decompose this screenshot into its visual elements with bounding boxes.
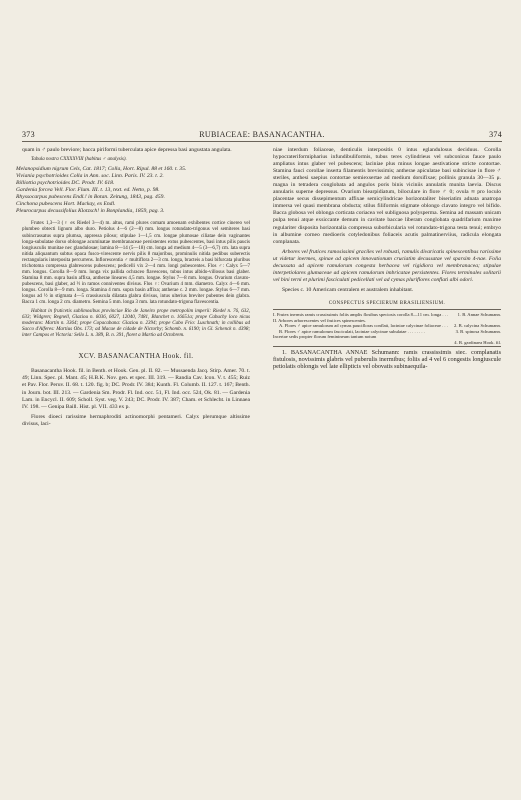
conspectus-row: Incertae sedis propter florum feminineum tantum notum [273,334,377,340]
species-description: Frutex 1,3—3 (♀ ex Riedel 3—4) m. altus, rami plures comam amoenam exhibentes cortice cinereo vel plumbeo obtecti lignum albo duro. Petiolus 4—6 (2—8) mm. longus rotundato-trigonus vel semiteres basi subincrassatus supra plumsa, appressa piloso; stipulae 1—1,5 cm. longae plumosae ciliatae dein vaginantes longa-subulatae dorso oblongae acuminatae membranaceae persistentes extus pubescentes, basi intus pilis paucis longiusculis munitae nec glandulosae; lamina 8—14 (5—18) cm. longa ad medium 4—5 (3—6,7) cm. lata supra nitida aliquantum subtus opaca fusco-virescente nervis pilis 8 majoribus, prominulis nitida pedibus suberectis rectangularis interposita percurrens. Inflorescentia ♂ multiflora 2—3 cm. longa, bracteis a basi bifurcata pluribus trichotoma compressa glabrescens pubescens; pedicelli vix 2—4 mm. longi pubescentes. Flos ♂: Calyx 5—7 mm. longus. Corolla 8—9 mm. longa vix pallida ochraceo flavescens, tubus intus albido-villosus basi glaber. Stamina 8 mm. supra basin affixa, antherae lineares 4,5 mm. longae. Stylus 7—8 mm. longus. Ovarium clavato-pubescens, basi glaber, ad ½ in ramos conniventes divisus. Flos ♀: Ovarium 4 mm. diametro. Calyx 4—6 mm. longus. Corolla 8—9 mm. longa. Stamina 4 mm. supra basin affixa; antherae c. 2 mm. longae. Stylus 6—7 mm. longus ad ½ in stigmata 4—5 crassiuscula dilatata glabra divisus, intus ulterius breviter pubentes dein glabra. Bacca 1 cm. longa 2 cm. diametro. Semina 5 mm. longa 3 mm. lata rotundato-trigona flavescentia. [22,221,250,306]
synonym-1: Melanopsidium nigrum Cels, Cat. 1817; Colla, Hort. Ripul. 88 et 160. t. 35. [16,166,187,173]
synonym-2: Viviania psychotrioides Colla in Ann. soc. Linn. Paris. IV. 23. t. 2. [16,173,164,180]
synonym-6: Cinchona pubescens Hort. Mackay, ex Endl. [16,201,116,208]
page-header [22,130,502,140]
conspectus-row: 4. B. gardinaea Hook. fil. [454,339,501,345]
genus-synonymy: Basanacantha Hook. fil. in Benth. et Hook. Gen. pl. II. 82. — Mussaenda Jacq. Stirp. Amer. 70. t. 49; Linn. Spec. pl. Mant. 45; H.B.K. Nov. gen. et spec. III. 319. — Randia Cav. Icon. V. t. 455; Ruiz et Pav. Flor. Peruv. II. 68. t. 120. fig. b; DC. Prodr. IV. 384; Kunth. Fl. Columb. II. 127. t. 167; Benth. in Journ. bot. III. 213. — Gardenia Sm. Prodr. Fl. Ind. occ. 51, Fl. Ind. occ. 524, Ok. 81. — Gardenia Lam. in Encycl. II. 609; Scholl. Syst. veg. V. 243; DC. Prodr. IV. 387; Cham. et Schlecht. in Linnaea IV. 198. — Genipa Baill. Hist. pl. VII. 433 ex p. [22,368,250,410]
header-rule [22,141,502,142]
conspectus-row: B. Flores ♂ apice ramulorum fasciculati, laciniae calycinae subulatae . . . . . . . . 3. B. spinosa Schumann. [279,328,501,334]
conspectus-row: I. Frutex inermis ramis crassissimis foliis amplis flosibus speciosis corolla 8—11 cm. longa . . . 1. B. Annae Schumann. [273,311,501,317]
synonym-7: Pleurocarpus decussifolius Klotzsch! in Bonplandia, 1859, pag. 3. [16,208,165,215]
continuation-paragraph: quam in ♂ paulo breviore; bacca piriformi tuberculata apice depressa basi angustata angulata. [22,147,232,153]
page-number-left: 373 [22,130,35,139]
conspectus-row: A. Flores ♂ apice ramulorum ad cymas paucifloras conflati, laciniae calycinae foliaceae . . . 2. B. calycina Schumann. [279,323,501,329]
tabula-note: Tabula nostra CXXXXVIII (habitus ♂ analysis). [31,157,127,163]
running-title: RUBIACEAE: BASANACANTHA. [199,130,325,139]
genus-heading: XCV. BASANACANTHA Hook. fil. [78,352,194,361]
synonym-5: Rhyssocarpus pubescens Endl.! in Botan. Zeitung, 1843, pag. 459. [16,194,165,201]
synonym-4: Gardenia forcea Vell. Flor. Flum. III. t. 13, text. ed. Netto, p. 98. [16,187,160,194]
species-1-heading: 1. BASANACANTHA ANNAE Schumann: ramis crassissimis siec. complanatis fistulosis, novissimis glabris vel puberulis inermibus; foliis ad 4 vel 6 congestis longiuscule petiolatis oblongis vel late ellipticis vel obovatis subinaequila- [273,348,501,371]
conspectus-rule [273,309,501,310]
genus-description: Flores dioeci rarissime hermaphroditi actinomorphi pentameri. Calyx plerumque altissime divisus, laci- [22,413,250,427]
conspectus-rule-bottom [273,346,501,347]
left-column [16,147,250,428]
conspectus-title: CONSPECTUS SPECIERUM BRASILIENSIUM. [328,300,446,306]
synonym-3: Billiottia psychotrioides DC. Prodr. IV. 618. [16,180,115,187]
conspectus-row: II. Arbores arborescentes vel frutices spinescentes. [273,317,366,323]
habit-paragraph: Arbores vel frutices ramosissimi graciles vel robusti, ramulis divaricatis spinescentibus rarissime ut videtur inermes, spinae ad apicem innovationum cruciatim decussatae vel sparsim 4-nae. Folia decussata ad apicem ramulorum congesta herbacea vel rigidiora vel membranacea; stipulae interpetiolares glumaceae ad apicem ramulorum imbricatae persistentes. Flores terminales solitarii vel bini terni et plurimi fasciculati pedicellati vel ad cymas pluriflores conflati albi odori. [273,248,501,283]
genus-description-cont: niae interdum foliaceae, denticulis interpositis 0 intus eglandulosus deciduus. Corolla hypocrateriformipharius infundibuliformis, tubus teres cylindrieus vel subconicus fauce paulo ampliatus intus glaber vel pubescens; laciniae plus minus longae aestivatione stricte contortae. Stamina fauci corollae inserta filamentis brevissimis; antherae apiculatae basi subincisae in flore ♂ steriles, anthesi saepius contortae semiexsertae ad medium dorsifixae; pollinis granula 30—35 μ. magna in tetradera conglobata ad angulos poris binis viciniis annulatis munita laevia. Discus annularis superne depressus. Ovarium biearpidiatum, biloculare in flore ♂ 0; ovula ∞ pro loculo placentae secus dissepimentum affixae semicylindricae horizontaliter biseriatim adnata anatropa immersa vel quasi membrana obducta; stilus filiformis stigmate oblongo clavato integro vel bifido. Bacca globosa vel oblonga corticata coriacea vel subliguosa polysperma. Semina ad massam unicam pulpa tenui atque exsiccante demum in cavitate baccae liberam conglobata quadrifarium maxime regulariter disposita horizontalia compressa suborbicularia vel rotundato-trigona testa tenui; embryo in albumine corneo medioeris cotyledonibus foliaceis acutis palmatinerviius, radicula elongata complanata. [273,147,501,245]
page-number-right: 374 [489,130,502,139]
right-column [273,147,501,371]
conspectus [273,312,501,346]
habitat-paragraph: Habitat in fruticetis sublimosibus provinciae Rio de Janeiro prope metropolim imperii: Riedel n. 76, 632, 633; Widgren; Regnell, Glaziou n. 6036, 6027, 12040, 7481, Blanchet n. 16651a; prope Cabuchy loco nicus moderans: Martin n. 3364; prope Copacabana: Glaziou n. 2394; prope Cabo Frio: Luschnath; in collibus ad Sacco d'Alferes: Martius Obs. 173; ad Macae de cidade de Nictorby; Schomb. n. 6190; in Gl. Schenck n. 4398; inter Campos et Victoria: Sello L. n. 389, B. n. 391, floret a Martio ad Octobrem. [22,309,250,339]
species-count: Species c. 10 Americam centralem et australem inhabitant. [282,286,414,293]
